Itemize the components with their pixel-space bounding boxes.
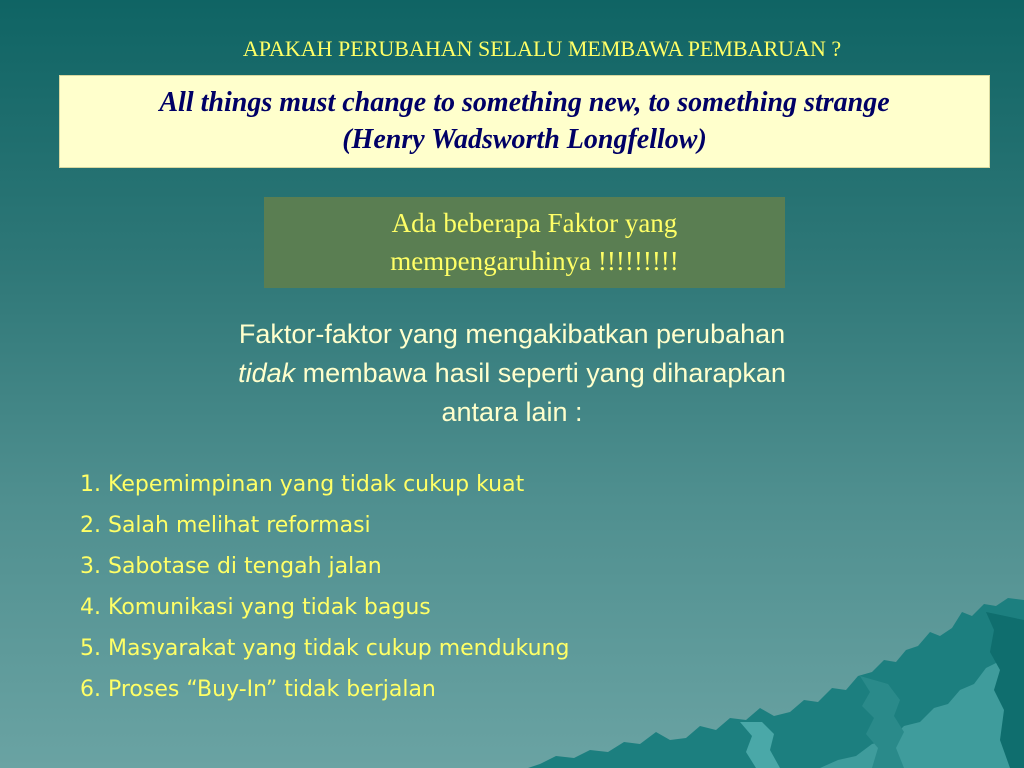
main-statement-line-2 bbox=[140, 354, 884, 393]
list-item: 2. Salah melihat reformasi bbox=[80, 513, 371, 538]
list-item: 5. Masyarakat yang tidak cukup mendukung bbox=[80, 636, 570, 661]
main-statement-line-3: antara lain : bbox=[441, 397, 583, 428]
emphasis-tidak: tidak bbox=[238, 358, 296, 389]
slide-title: APAKAH PERUBAHAN SELALU MEMBAWA PEMBARUAN ? bbox=[242, 36, 842, 61]
list-item: 6. Proses “Buy-In” tidak berjalan bbox=[80, 677, 436, 702]
main-statement-line-1: Faktor-faktor yang mengakibatkan perubahan bbox=[238, 319, 786, 349]
factor-callout-line-1: Ada beberapa Faktor yang bbox=[391, 207, 678, 238]
list-item: 1. Kepemimpinan yang tidak cukup kuat bbox=[80, 472, 525, 497]
main-statement-line-2-rest: membawa hasil seperti yang diharapkan bbox=[295, 358, 786, 389]
main-statement bbox=[140, 315, 884, 432]
factor-callout-line-2: mempengaruhinya !!!!!!!!! bbox=[390, 245, 679, 276]
factor-list bbox=[80, 466, 569, 712]
quote-author: (Henry Wadsworth Longfellow) bbox=[342, 123, 707, 155]
quote-text: All things must change to something new, to something strange bbox=[159, 87, 890, 119]
list-item: 3. Sabotase di tengah jalan bbox=[80, 554, 382, 579]
list-item: 4. Komunikasi yang tidak bagus bbox=[80, 595, 431, 620]
factor-callout-box bbox=[264, 197, 785, 288]
quote-box bbox=[59, 75, 990, 168]
